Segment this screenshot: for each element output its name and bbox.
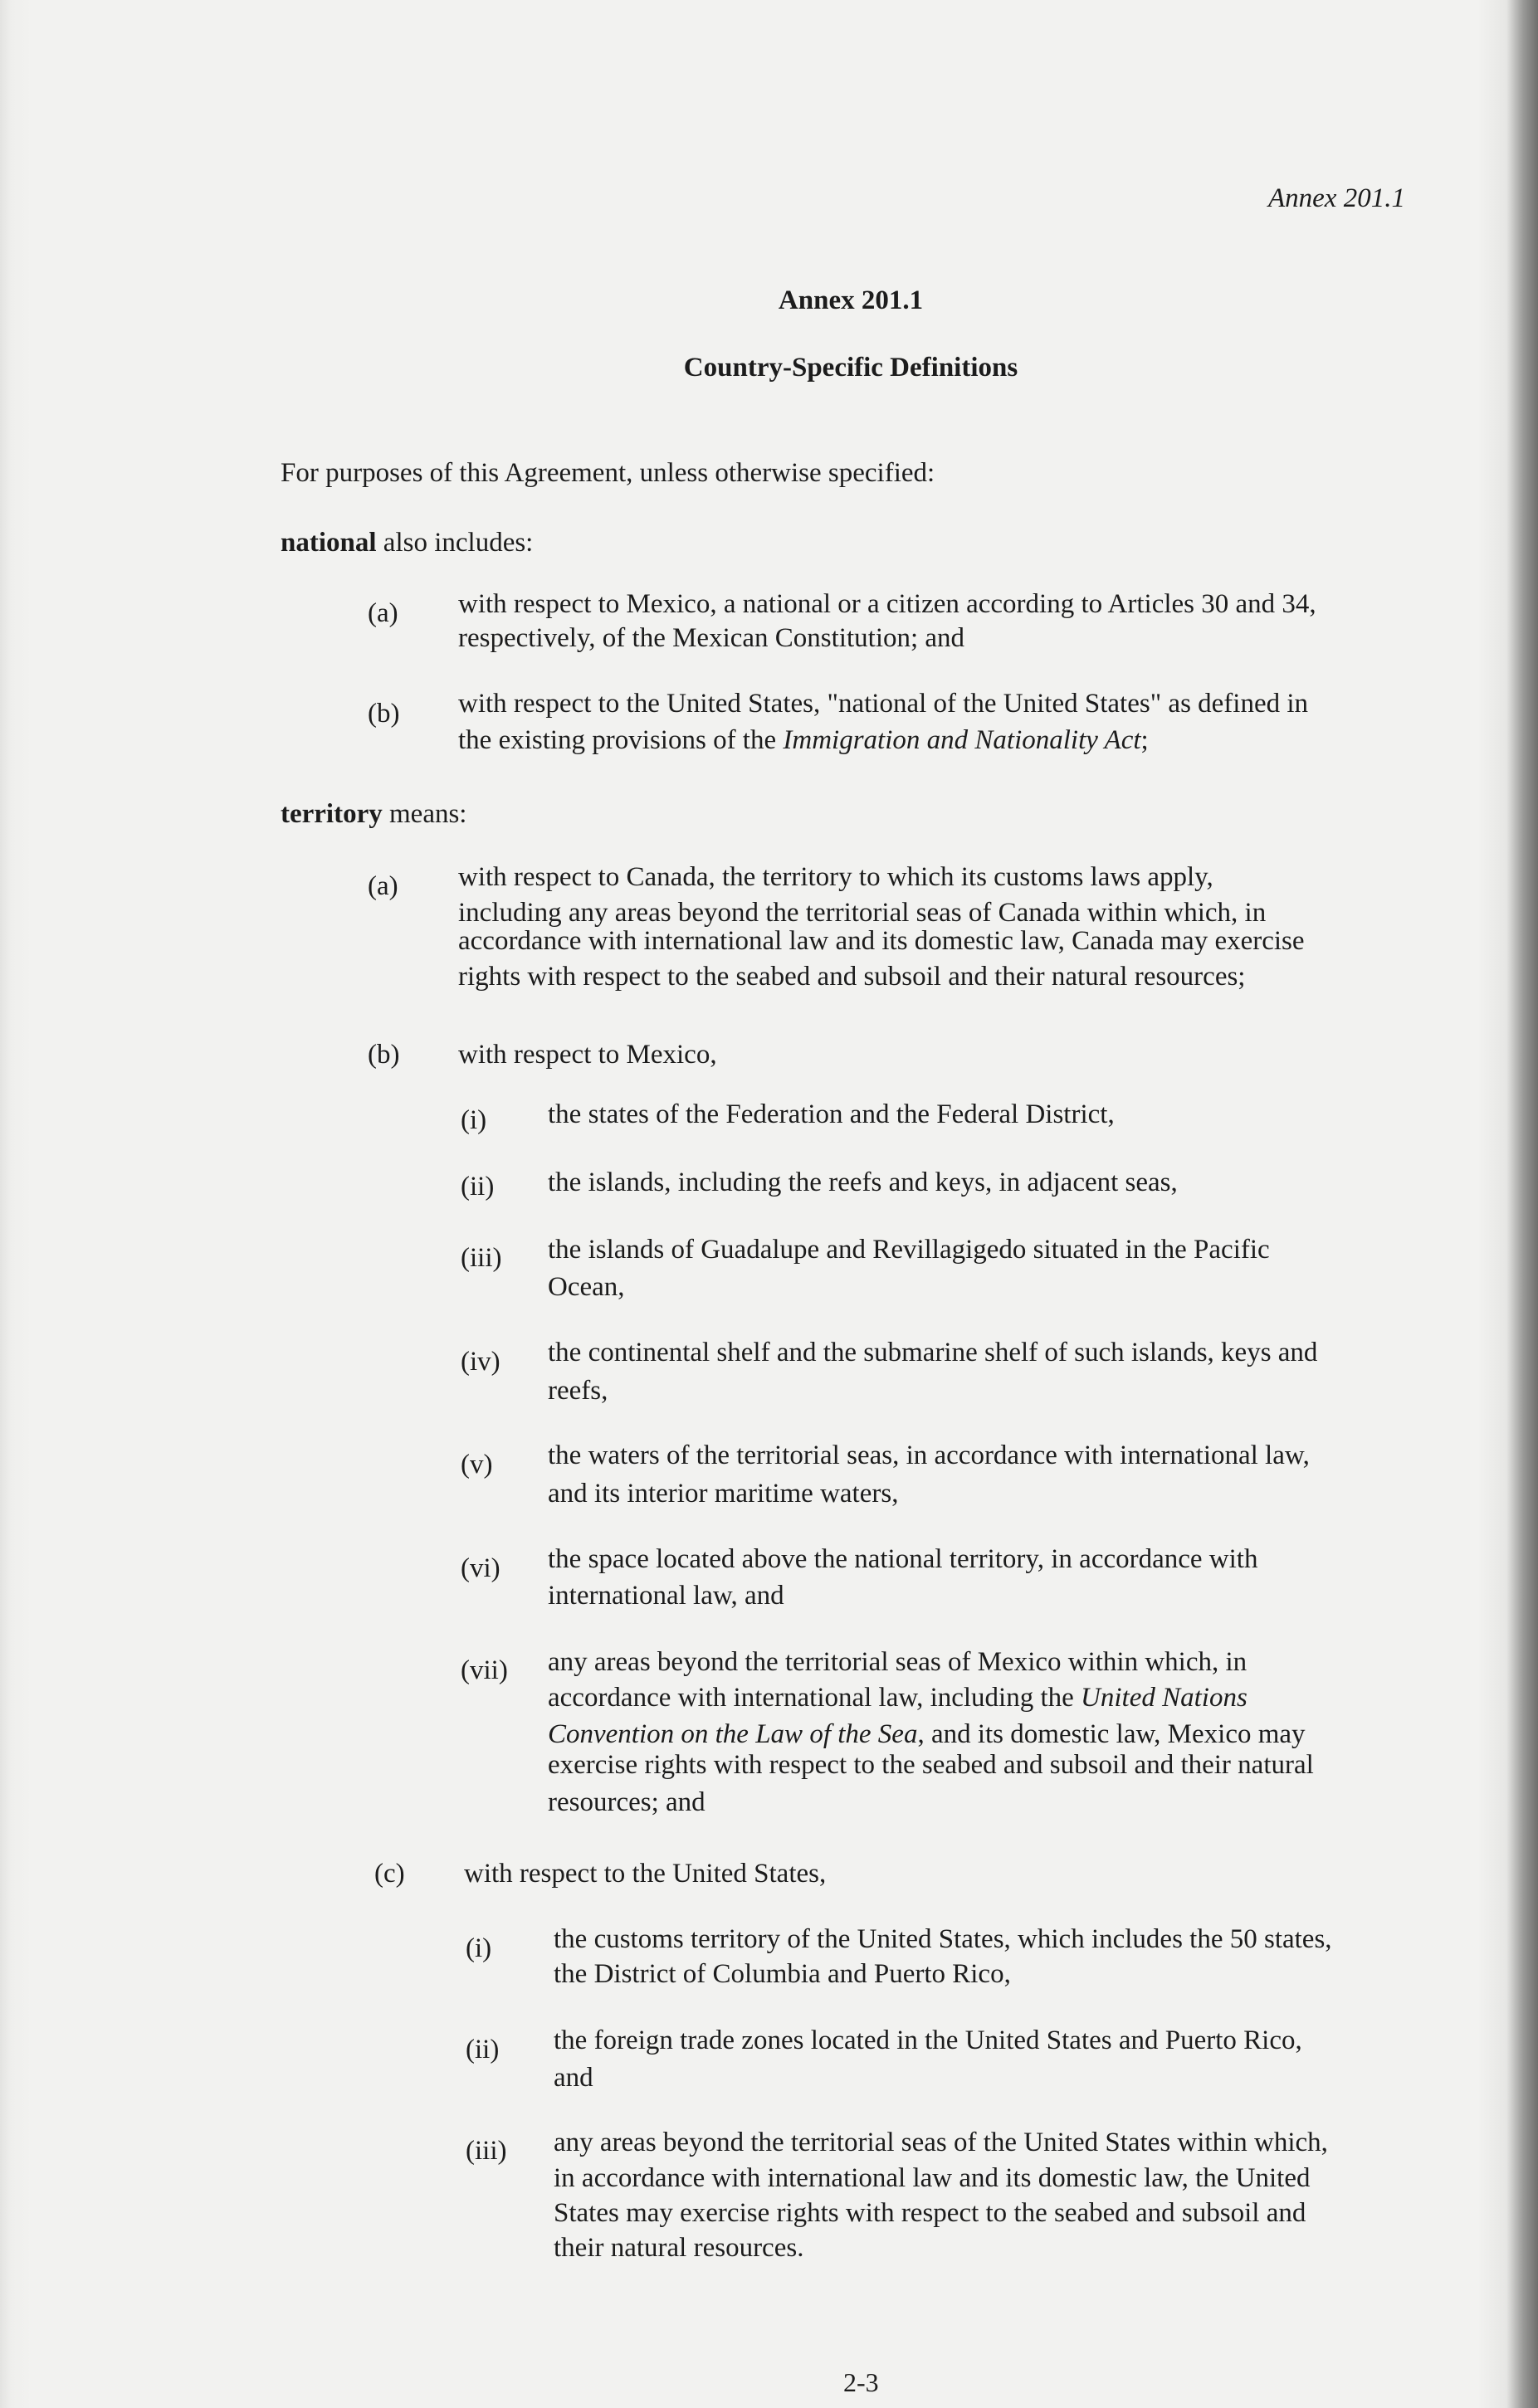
convention-title: Convention on the Law of the Sea (548, 1719, 918, 1749)
text-run: the existing provisions of the (458, 725, 784, 755)
annex-title: Annex 201.1 (778, 285, 924, 315)
territory-item-a-label: (a) (368, 871, 398, 901)
subitem-line: the continental shelf and the submarine shelf of such islands, keys and (548, 1338, 1318, 1367)
subitem-line: the space located above the national territory, in accordance with (548, 1544, 1258, 1574)
territory-item-a-line: rights with respect to the seabed and subsoil and their natural resources; (458, 962, 1246, 992)
annex-subtitle: Country-Specific Definitions (683, 353, 1018, 383)
page-number: 2-3 (843, 2367, 879, 2397)
subitem-label: (iii) (461, 1243, 502, 1273)
subitem-line: and its interior maritime waters, (548, 1479, 899, 1509)
subitem-line: in accordance with international law and its domestic law, the United (554, 2163, 1311, 2193)
subitem-label: (iii) (466, 2136, 507, 2166)
territory-item-b-text: with respect to Mexico, (458, 1040, 717, 1070)
national-item-b-line (458, 723, 1149, 758)
definition-territory-intro: means: (382, 799, 467, 829)
subitem-label: (i) (461, 1105, 487, 1135)
territory-item-a-line: accordance with international law and its domestic law, Canada may exercise (458, 926, 1305, 956)
subitem-label: (i) (466, 1933, 492, 1963)
national-item-b-label: (b) (368, 699, 400, 729)
subitem-line: the District of Columbia and Puerto Rico, (554, 1959, 1011, 1989)
intro-paragraph: For purposes of this Agreement, unless otherwise specified: (281, 458, 935, 488)
definition-territory-heading (281, 797, 466, 832)
subitem-line: resources; and (548, 1787, 706, 1817)
text-run: , and its domestic law, Mexico may (917, 1719, 1306, 1749)
text-run: ; (1140, 725, 1149, 755)
subitem-line: the waters of the territorial seas, in accordance with international law, (548, 1440, 1310, 1470)
subitem-line: the states of the Federation and the Federal District, (548, 1099, 1115, 1129)
national-item-a-line: with respect to Mexico, a national or a citizen according to Articles 30 and 34, (458, 589, 1316, 619)
subitem-line: the islands, including the reefs and keys, in adjacent seas, (548, 1167, 1178, 1197)
territory-item-c-text: with respect to the United States, (464, 1859, 827, 1889)
text-run: accordance with international law, including the (548, 1683, 1081, 1713)
defined-term-territory: territory (281, 799, 383, 829)
subitem-line: any areas beyond the territorial seas of the United States within which, (554, 2128, 1328, 2157)
definition-national-heading (281, 525, 533, 561)
territory-item-b-label: (b) (368, 1040, 400, 1070)
subitem-line: any areas beyond the territorial seas of Mexico within which, in (548, 1647, 1247, 1677)
subitem-line: the customs territory of the United States, which includes the 50 states, (554, 1924, 1332, 1954)
definition-national-intro: also includes: (376, 528, 534, 558)
convention-title: United Nations (1081, 1683, 1247, 1713)
subitem-line: their natural resources. (554, 2233, 804, 2263)
subitem-line: and (554, 2063, 593, 2093)
subitem-line: the islands of Guadalupe and Revillagigedo situated in the Pacific (548, 1235, 1270, 1265)
subitem-line (548, 1680, 1247, 1716)
territory-item-a-line: with respect to Canada, the territory to which its customs laws apply, (458, 862, 1213, 892)
subitem-label: (vi) (461, 1553, 500, 1583)
subitem-line: reefs, (548, 1376, 608, 1406)
subitem-line: States may exercise rights with respect to the seabed and subsoil and (554, 2198, 1306, 2228)
national-item-a-line: respectively, of the Mexican Constitution; and (458, 623, 965, 653)
act-title: Immigration and Nationality Act (783, 725, 1141, 755)
subitem-line: international law, and (548, 1581, 784, 1611)
national-item-a-label: (a) (368, 598, 398, 628)
running-header: Annex 201.1 (1268, 183, 1405, 213)
subitem-label: (ii) (466, 2035, 500, 2064)
subitem-label: (v) (461, 1450, 493, 1479)
subitem-label: (ii) (461, 1172, 495, 1202)
territory-item-c-label: (c) (374, 1859, 405, 1889)
territory-item-a-line: including any areas beyond the territorial seas of Canada within which, in (458, 898, 1267, 928)
subitem-label: (vii) (461, 1655, 508, 1685)
subitem-line: Ocean, (548, 1272, 625, 1302)
subitem-label: (iv) (461, 1347, 500, 1377)
subitem-line: exercise rights with respect to the seabed and subsoil and their natural (548, 1750, 1314, 1780)
subitem-line: the foreign trade zones located in the United States and Puerto Rico, (554, 2025, 1302, 2055)
national-item-b-line: with respect to the United States, "national of the United States" as defined in (458, 689, 1309, 719)
defined-term-national: national (281, 528, 377, 558)
